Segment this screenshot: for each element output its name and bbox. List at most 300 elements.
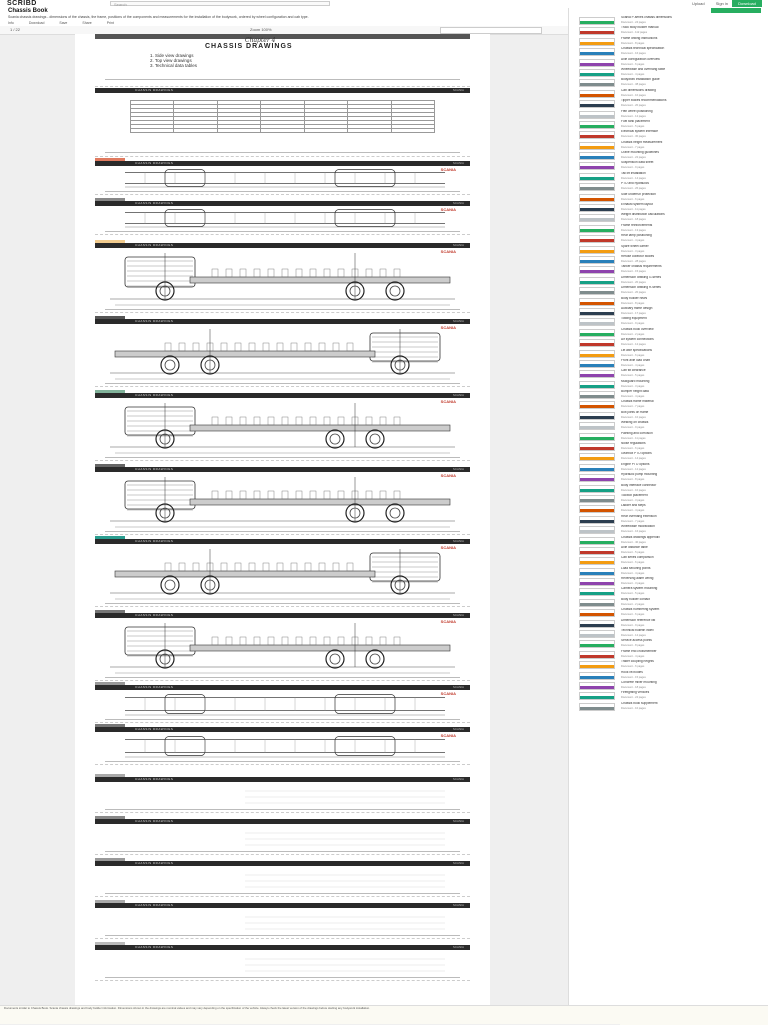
page-header-bar	[95, 393, 470, 398]
similar-document-title[interactable]: Chassis numbering system	[621, 608, 660, 612]
similar-document-title[interactable]: Concrete mixer mounting	[621, 681, 657, 684]
similar-document-item[interactable]	[575, 349, 765, 359]
similar-document-item[interactable]	[575, 58, 765, 68]
document-thumbnail[interactable]	[579, 90, 615, 98]
similar-document-title[interactable]: Painting and corrosion	[621, 431, 653, 435]
chassis-component	[235, 563, 241, 571]
similar-document-meta: Document - 5 pages	[621, 550, 645, 554]
similar-document-item[interactable]	[575, 546, 765, 556]
similar-document-title[interactable]: Fifth wheel positioning	[621, 109, 653, 113]
document-thumbnail[interactable]	[579, 391, 615, 399]
chassis-drawing	[105, 733, 460, 759]
similar-document-meta: Document - 5 pages	[621, 124, 645, 128]
document-thumbnail[interactable]	[579, 235, 615, 243]
similar-document-item[interactable]	[575, 16, 765, 26]
thumbnail-stripe	[580, 499, 614, 502]
document-thumbnail[interactable]	[579, 204, 615, 212]
similar-document-title[interactable]: Service access points	[621, 639, 652, 643]
thumbnail-stripe	[580, 343, 614, 346]
chassis-component	[268, 417, 274, 425]
similar-document-title[interactable]: Bumper height data	[621, 390, 649, 394]
document-thumbnail[interactable]	[579, 495, 615, 503]
similar-document-title[interactable]: Load securing points	[621, 566, 651, 570]
similar-document-item[interactable]	[575, 702, 765, 712]
document-thumbnail[interactable]	[579, 38, 615, 46]
chassis-component	[226, 417, 232, 425]
document-thumbnail[interactable]	[579, 225, 615, 233]
chassis-drawing	[105, 249, 460, 307]
similar-document-item[interactable]	[575, 265, 765, 275]
similar-document-item[interactable]	[575, 203, 765, 213]
document-thumbnail[interactable]	[579, 568, 615, 576]
similar-document-title[interactable]: Crane mounting guidelines	[621, 151, 659, 155]
chassis-component	[221, 563, 227, 571]
similar-document-title[interactable]: Rear lamp positioning	[621, 234, 652, 238]
similar-document-title[interactable]: Dimension drawing G-series	[621, 275, 662, 279]
sidebar-action-button[interactable]	[711, 8, 761, 13]
similar-document-item[interactable]	[575, 47, 765, 57]
similar-document-title[interactable]: Chassis frame material	[621, 400, 654, 404]
similar-document-title[interactable]: Refuse collector bodies	[621, 254, 655, 258]
similar-document-title[interactable]: Gearbox PTO options	[621, 452, 652, 456]
similar-document-title[interactable]: Spare wheel carrier	[621, 244, 649, 248]
document-thumbnail[interactable]	[579, 121, 615, 129]
document-thumbnail[interactable]	[579, 505, 615, 513]
similar-document-title[interactable]: Frame end crossmember	[621, 649, 657, 653]
similar-document-title[interactable]: Mudguard mounting	[621, 379, 650, 383]
similar-document-item[interactable]	[575, 99, 765, 109]
similar-document-title[interactable]: Towing equipment	[621, 317, 647, 321]
document-thumbnail[interactable]	[579, 194, 615, 202]
document-thumbnail[interactable]	[579, 412, 615, 420]
document-thumbnail[interactable]	[579, 142, 615, 150]
similar-document-title[interactable]: Hydraulic pump mounting	[621, 473, 658, 477]
similar-document-item[interactable]	[575, 463, 765, 473]
document-thumbnail[interactable]	[579, 17, 615, 25]
document-thumbnail[interactable]	[579, 256, 615, 264]
wheel-hub	[390, 508, 400, 518]
document-tabs	[8, 21, 128, 25]
similar-document-item[interactable]	[575, 567, 765, 577]
similar-document-item[interactable]	[575, 276, 765, 286]
similar-document-meta: Document - 7 pages	[621, 519, 645, 523]
page-footer-line	[105, 191, 460, 192]
similar-document-item[interactable]	[575, 369, 765, 379]
similar-document-title[interactable]: Bolt joints on frame	[621, 410, 649, 414]
similar-document-title[interactable]: Fuel tank placement	[621, 119, 650, 123]
document-thumbnail[interactable]	[579, 537, 615, 545]
similar-document-item[interactable]	[575, 380, 765, 390]
similar-document-item[interactable]	[575, 359, 765, 369]
similar-document-item[interactable]	[575, 151, 765, 161]
similar-document-title[interactable]: Electrical system interface	[621, 130, 659, 134]
similar-document-title[interactable]: Ladder and steps	[621, 504, 646, 508]
brand-logo: SCANIA	[440, 545, 456, 550]
axle-outline	[335, 170, 395, 187]
chassis-component	[263, 343, 269, 351]
top-actions	[682, 0, 728, 8]
chassis-component	[249, 343, 255, 351]
similar-document-title[interactable]: Trailer coupling heights	[621, 660, 654, 664]
page-header-title: CHASSIS DRAWINGS	[135, 777, 174, 781]
similar-document-item[interactable]	[575, 484, 765, 494]
chassis-component	[324, 491, 330, 499]
similar-document-meta: Document - 6 pages	[621, 561, 645, 565]
document-thumbnail[interactable]	[579, 401, 615, 409]
similar-document-title[interactable]: Tipper bodies recommendations	[621, 99, 667, 103]
page-header-bar	[95, 88, 470, 93]
chassis-component	[310, 491, 316, 499]
site-logo[interactable]: SCRIBD	[7, 0, 37, 7]
similar-document-title[interactable]: Firefighting vehicles	[621, 691, 650, 695]
tab-download[interactable]: Download	[28, 21, 45, 25]
similar-document-item[interactable]	[575, 556, 765, 566]
document-thumbnail[interactable]	[579, 381, 615, 389]
similar-document-item[interactable]	[575, 141, 765, 151]
similar-document-item[interactable]	[575, 297, 765, 307]
similar-document-meta: Document - 16 pages	[621, 530, 646, 534]
cab-outline	[125, 257, 195, 287]
similar-document-title[interactable]: Wheelbase and overhang table	[621, 67, 666, 71]
document-thumbnail[interactable]	[579, 422, 615, 430]
tab-save[interactable]: Save	[59, 21, 68, 25]
similar-document-item[interactable]	[575, 577, 765, 587]
similar-document-title[interactable]: Air system connections	[621, 338, 654, 342]
wheel-outline	[161, 356, 179, 374]
document-thumbnail[interactable]	[579, 173, 615, 181]
table-cell	[174, 129, 217, 133]
document-thumbnail[interactable]	[579, 443, 615, 451]
similar-document-title[interactable]: Front axle load chart	[621, 358, 651, 362]
thumbnail-stripe	[580, 437, 614, 440]
similar-document-title[interactable]: Axle distance table	[621, 545, 648, 549]
document-thumbnail[interactable]	[579, 59, 615, 67]
similar-document-item[interactable]	[575, 639, 765, 649]
similar-document-title[interactable]: Auxiliary frame design	[621, 306, 653, 310]
thumbnail-stripe	[580, 302, 614, 305]
brand-logo: SCANIA	[440, 399, 456, 404]
document-thumbnail[interactable]	[579, 703, 615, 711]
chassis-component	[310, 637, 316, 645]
document-thumbnail[interactable]	[579, 588, 615, 596]
thumbnail-stripe	[580, 250, 614, 253]
chassis-component	[193, 563, 199, 571]
document-thumbnail[interactable]	[579, 360, 615, 368]
similar-document-meta: Document - 4 pages	[621, 72, 645, 76]
chassis-frame	[115, 571, 375, 577]
tab-share[interactable]: Share	[82, 21, 92, 25]
page-header-bar	[95, 777, 470, 782]
tab-info[interactable]: Info	[8, 21, 14, 25]
document-thumbnail[interactable]	[579, 464, 615, 472]
page-footer-line	[105, 152, 460, 153]
page-header-brand: SCANIA	[452, 201, 464, 205]
document-thumbnail[interactable]	[579, 69, 615, 77]
chapter-item: 3. Technical data tables	[150, 63, 197, 68]
drawing-page	[95, 858, 470, 897]
document-thumbnail[interactable]	[579, 516, 615, 524]
similar-document-item[interactable]	[575, 504, 765, 514]
chassis-drawing	[105, 325, 460, 381]
table-cell	[217, 129, 260, 133]
document-viewer[interactable]	[75, 34, 490, 1024]
document-thumbnail[interactable]	[579, 246, 615, 254]
download-button[interactable]: Download	[732, 0, 762, 7]
similar-document-item[interactable]	[575, 213, 765, 223]
similar-document-title[interactable]: Noise regulations	[621, 442, 646, 446]
page-header-bar	[95, 861, 470, 866]
similar-document-title[interactable]: Toolbox placement	[621, 493, 648, 497]
similar-document-item[interactable]	[575, 234, 765, 244]
similar-document-item[interactable]	[575, 120, 765, 130]
document-thumbnail[interactable]	[579, 131, 615, 139]
sign-in-link[interactable]: Sign in	[715, 1, 728, 6]
wheel-hub	[330, 434, 340, 444]
similar-document-item[interactable]	[575, 193, 765, 203]
document-thumbnail[interactable]	[579, 682, 615, 690]
similar-document-item[interactable]	[575, 26, 765, 36]
document-thumbnail[interactable]	[579, 526, 615, 534]
similar-document-title[interactable]: PTO and hydraulics	[621, 182, 649, 186]
document-thumbnail[interactable]	[579, 183, 615, 191]
thumbnail-stripe	[580, 291, 614, 294]
chassis-component	[366, 491, 372, 499]
document-thumbnail[interactable]	[579, 557, 615, 565]
similar-document-title[interactable]: Hook lift bodies	[621, 670, 643, 674]
drawing-page	[95, 774, 470, 813]
page-footer-line	[105, 935, 460, 936]
similar-document-item[interactable]	[575, 473, 765, 483]
document-thumbnail[interactable]	[579, 100, 615, 108]
thumbnail-stripe	[580, 416, 614, 419]
page-header-bar	[95, 685, 470, 690]
wheel-hub	[370, 654, 380, 664]
page-header-bar	[95, 161, 470, 166]
similar-document-title[interactable]: Frame reinforcements	[621, 223, 653, 227]
similar-document-title[interactable]: Camera system mounting	[621, 587, 658, 591]
similar-document-title[interactable]: Welding on chassis	[621, 421, 649, 425]
similar-document-title[interactable]: Body interface connector	[621, 483, 657, 487]
similar-document-item[interactable]	[575, 671, 765, 681]
chassis-component	[333, 343, 339, 351]
page-header-bar	[95, 903, 470, 908]
similar-document-item[interactable]	[575, 255, 765, 265]
document-thumbnail[interactable]	[579, 350, 615, 358]
page-footer-line	[105, 231, 460, 232]
thumbnail-stripe	[580, 177, 614, 180]
similar-document-item[interactable]	[575, 338, 765, 348]
document-thumbnail[interactable]	[579, 651, 615, 659]
similar-document-item[interactable]	[575, 660, 765, 670]
find-in-document-input[interactable]	[440, 27, 542, 34]
similar-document-item[interactable]	[575, 317, 765, 327]
chassis-component	[296, 417, 302, 425]
page-counter[interactable]: 1 / 22	[10, 27, 21, 32]
similar-document-title[interactable]: Body builder news	[621, 296, 648, 300]
similar-document-item[interactable]	[575, 619, 765, 629]
similar-document-item[interactable]	[575, 172, 765, 182]
chassis-component	[268, 637, 274, 645]
similar-document-item[interactable]	[575, 37, 765, 47]
similar-document-title[interactable]: Axle configuration overview	[621, 57, 660, 61]
similar-document-item[interactable]	[575, 390, 765, 400]
document-thumbnail[interactable]	[579, 370, 615, 378]
similar-document-title[interactable]: Lift axle specifications	[621, 348, 653, 352]
chassis-component	[380, 637, 386, 645]
similar-document-title[interactable]: Chassis technical specification	[621, 47, 665, 51]
document-thumbnail[interactable]	[579, 152, 615, 160]
similar-document-item[interactable]	[575, 442, 765, 452]
similar-document-title[interactable]: Suspension data sheet	[621, 161, 654, 165]
chassis-drawing	[105, 619, 460, 675]
similar-document-item[interactable]	[575, 608, 765, 618]
similar-document-item[interactable]	[575, 307, 765, 317]
document-thumbnail[interactable]	[579, 661, 615, 669]
tab-print[interactable]: Print	[106, 21, 114, 25]
document-thumbnail[interactable]	[579, 672, 615, 680]
similar-document-title[interactable]: Reversing alarm wiring	[621, 577, 654, 581]
similar-document-item[interactable]	[575, 245, 765, 255]
document-thumbnail[interactable]	[579, 266, 615, 274]
similar-document-title[interactable]: Chassis book supplement	[621, 701, 658, 705]
similar-document-title[interactable]: Chassis book overview	[621, 327, 654, 331]
similar-document-item[interactable]	[575, 691, 765, 701]
similar-document-title[interactable]: Chassis drawings appendix	[621, 535, 660, 539]
similar-document-title[interactable]: Weight distribution calculations	[621, 213, 665, 217]
similar-document-item[interactable]	[575, 432, 765, 442]
document-thumbnail[interactable]	[579, 287, 615, 295]
page-header-title: CHASSIS DRAWINGS	[135, 903, 174, 907]
document-thumbnail[interactable]	[579, 630, 615, 638]
document-thumbnail[interactable]	[579, 620, 615, 628]
similar-document-title[interactable]: Cab tilt clearance	[621, 369, 646, 373]
document-thumbnail[interactable]	[579, 547, 615, 555]
document-thumbnail[interactable]	[579, 485, 615, 493]
chassis-component	[212, 491, 218, 499]
similar-document-item[interactable]	[575, 182, 765, 192]
similar-document-title[interactable]: Engine PTO options	[621, 462, 650, 466]
document-thumbnail[interactable]	[579, 329, 615, 337]
similar-document-item[interactable]	[575, 681, 765, 691]
document-thumbnail[interactable]	[579, 318, 615, 326]
similar-document-title[interactable]: Wheelbase modification	[621, 525, 655, 529]
similar-document-item[interactable]	[575, 400, 765, 410]
chassis-component	[226, 269, 232, 277]
chassis-component	[394, 637, 400, 645]
similar-document-item[interactable]	[575, 421, 765, 431]
similar-document-item[interactable]	[575, 224, 765, 234]
document-thumbnail[interactable]	[579, 48, 615, 56]
similar-document-title[interactable]: Rear overhang extension	[621, 514, 657, 518]
similar-document-title[interactable]: Bodywork installation guide	[621, 78, 660, 82]
thumbnail-stripe	[580, 125, 614, 128]
similar-document-item[interactable]	[575, 110, 765, 120]
similar-document-title[interactable]: Tanker chassis requirements	[621, 265, 662, 269]
document-thumbnail[interactable]	[579, 298, 615, 306]
similar-document-title[interactable]: Body builder contact	[621, 597, 650, 601]
upload-link[interactable]: Upload	[691, 1, 705, 6]
thumbnail-stripe	[580, 166, 614, 169]
document-thumbnail[interactable]	[579, 453, 615, 461]
brand-logo: SCANIA	[440, 691, 456, 696]
page-header-title: CHASSIS DRAWINGS	[135, 161, 174, 165]
similar-document-item[interactable]	[575, 286, 765, 296]
similar-document-item[interactable]	[575, 587, 765, 597]
search-input[interactable]: Search	[110, 1, 330, 6]
document-thumbnail[interactable]	[579, 692, 615, 700]
zoom-control[interactable]: Zoom 100%	[250, 27, 272, 32]
thumbnail-stripe	[580, 686, 614, 689]
similar-document-item[interactable]	[575, 68, 765, 78]
document-thumbnail[interactable]	[579, 277, 615, 285]
document-thumbnail[interactable]	[579, 609, 615, 617]
thumbnail-stripe	[580, 541, 614, 544]
document-thumbnail[interactable]	[579, 214, 615, 222]
similar-document-item[interactable]	[575, 78, 765, 88]
similar-document-item[interactable]	[575, 328, 765, 338]
wheel-outline	[326, 430, 344, 448]
thumbnail-stripe	[580, 73, 614, 76]
similar-document-item[interactable]	[575, 452, 765, 462]
similar-document-item[interactable]	[575, 650, 765, 660]
similar-document-title[interactable]: Dimension reference list	[621, 618, 656, 622]
chassis-component	[338, 637, 344, 645]
similar-document-title[interactable]: Exhaust system layout	[621, 203, 653, 207]
similar-document-title[interactable]: Scania P-series chassis dimensions	[621, 16, 672, 19]
page-footer-line	[105, 309, 460, 310]
document-thumbnail[interactable]	[579, 27, 615, 35]
similar-document-item[interactable]	[575, 536, 765, 546]
document-thumbnail[interactable]	[579, 474, 615, 482]
similar-document-item[interactable]	[575, 494, 765, 504]
document-thumbnail[interactable]	[579, 79, 615, 87]
chassis-component	[282, 269, 288, 277]
similar-document-item[interactable]	[575, 89, 765, 99]
document-thumbnail[interactable]	[579, 339, 615, 347]
similar-document-title[interactable]: Frame drilling instructions	[621, 36, 658, 40]
similar-document-title[interactable]: Tail lift installation	[621, 171, 646, 175]
document-thumbnail[interactable]	[579, 599, 615, 607]
similar-document-title[interactable]: Side underrun protection	[621, 192, 656, 196]
similar-document-item[interactable]	[575, 411, 765, 421]
similar-document-item[interactable]	[575, 161, 765, 171]
thumbnail-stripe	[580, 572, 614, 575]
page-footer-line	[105, 977, 460, 978]
similar-document-title[interactable]: Cab series comparison	[621, 556, 654, 560]
document-thumbnail[interactable]	[579, 433, 615, 441]
document-thumbnail[interactable]	[579, 640, 615, 648]
thumbnail-stripe	[580, 592, 614, 595]
document-thumbnail[interactable]	[579, 162, 615, 170]
document-description: Scania chassis drawings - dimensions of the chassis, the frame, positions of the components and measurements for the installation of the bodywork, ordered by wheel configuration and cab type.	[8, 15, 309, 19]
document-thumbnail[interactable]	[579, 111, 615, 119]
similar-document-title[interactable]: Dimension drawing R-series	[621, 286, 661, 290]
document-thumbnail[interactable]	[579, 308, 615, 316]
similar-document-item[interactable]	[575, 515, 765, 525]
similar-document-item[interactable]	[575, 525, 765, 535]
similar-document-title[interactable]: Chassis height measurement	[621, 140, 663, 144]
chassis-component	[347, 563, 353, 571]
similar-document-title[interactable]: Cab dimensions drawing	[621, 88, 656, 92]
similar-document-title[interactable]: Technical bulletin index	[621, 629, 654, 633]
similar-document-title[interactable]: Truck body builder manual	[621, 26, 659, 30]
similar-document-item[interactable]	[575, 629, 765, 639]
document-thumbnail[interactable]	[579, 578, 615, 586]
chapter-subtitle: CHASSIS DRAWINGS	[205, 43, 293, 50]
similar-document-item[interactable]	[575, 598, 765, 608]
similar-document-item[interactable]	[575, 130, 765, 140]
chassis-component	[366, 269, 372, 277]
